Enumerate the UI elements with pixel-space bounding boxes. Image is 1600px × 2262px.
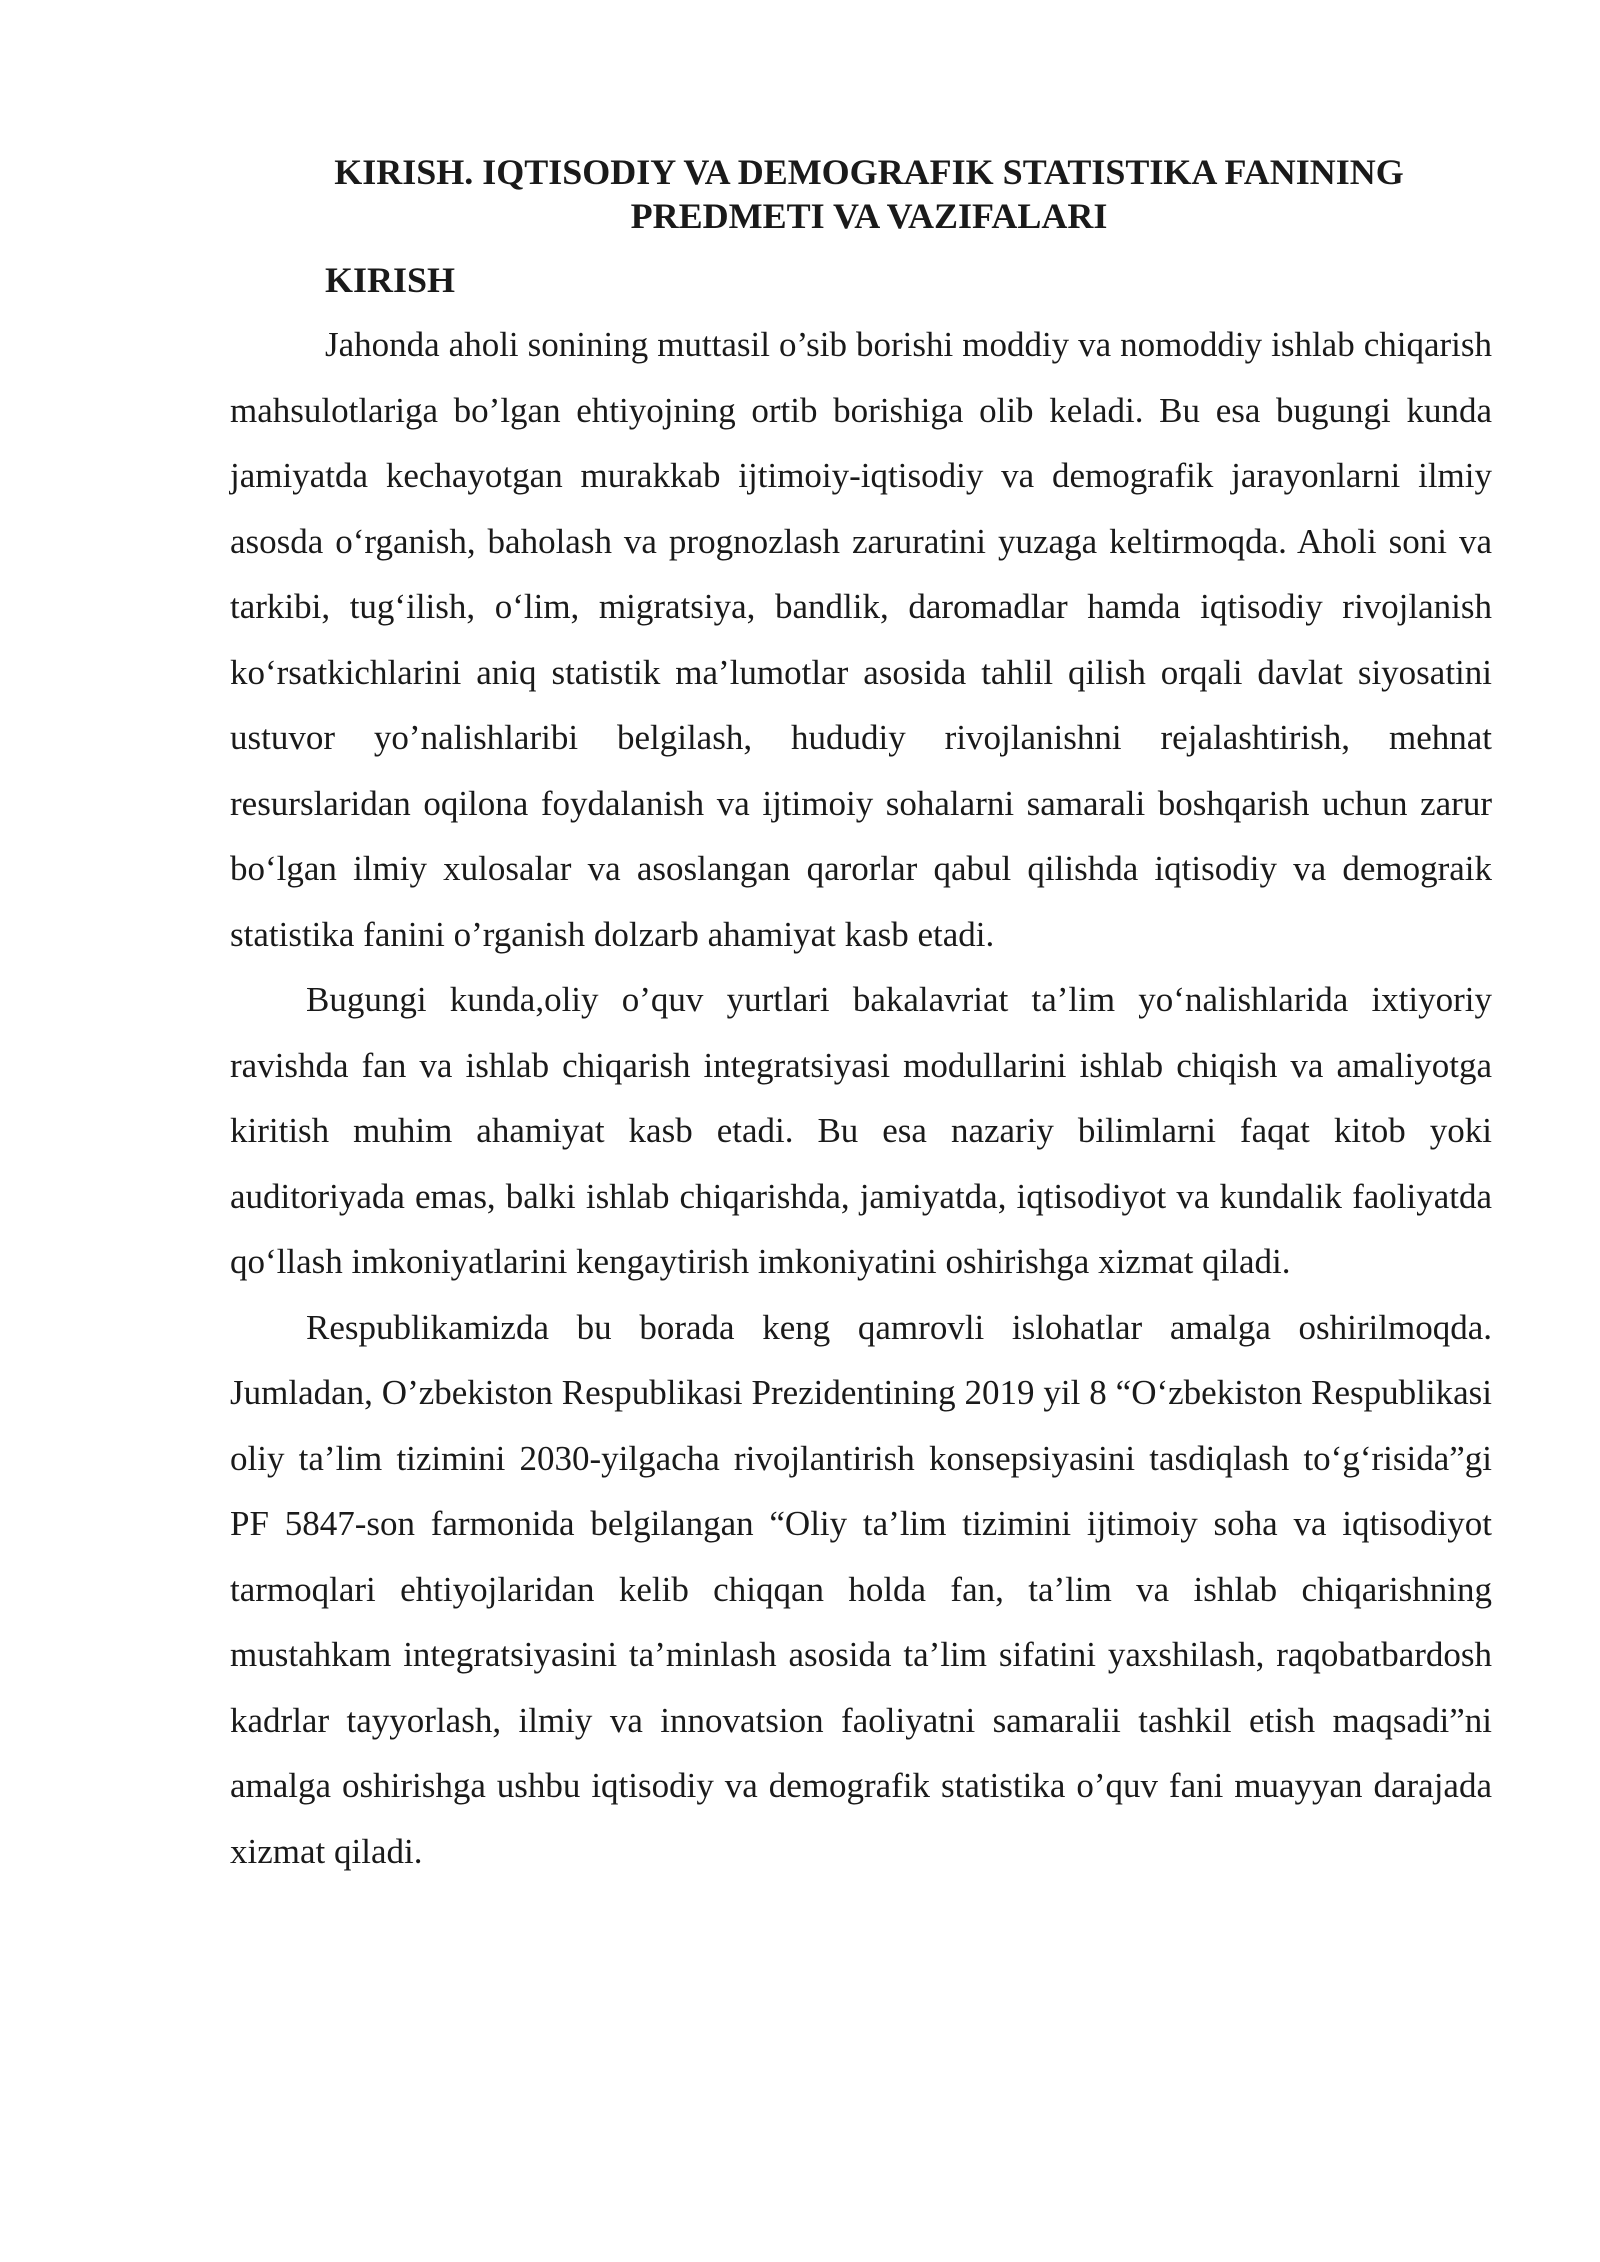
paragraph-3: Respublikamizda bu borada keng qamrovli islohatlar amalga oshirilmoqda. Jumladan, O’zbekiston Respublikasi Prezidentining 2019 yil 8 “O‘zbekiston Respublikasi oliy ta’lim tizimini 2030-yilgacha rivojlantirish konsepsiyasini tasdiqlash to‘g‘risida”gi PF 5847-son farmonida belgilangan “Oliy ta’lim tizimini ijtimoiy soha va iqtisodiyot tarmoqlari ehtiyojlaridan kelib chiqqan holda fan, ta’lim va ishlab chiqarishning mustahkam integratsiyasini ta’minlash asosida ta’lim sifatini yaxshilash, raqobatbardosh kadrlar tayyorlash, ilmiy va innovatsion faoliyatni samaralii tashkil etish maqsadi”ni amalga oshirishga ushbu iqtisodiy va demografik statistika o’quv fani muayyan darajada xizmat qiladi. bbox=[230, 1307, 1492, 1871]
page-content bbox=[230, 150, 1492, 1884]
section-heading: KIRISH bbox=[325, 260, 456, 300]
paragraph-2: Bugungi kunda,oliy o’quv yurtlari bakalavriat ta’lim yo‘nalishlarida ixtiyoriy ravishda fan va ishlab chiqarish integratsiyasi modullarini ishlab chiqish va amaliyotga kiritish muhim ahamiyat kasb etadi. Bu esa nazariy bilimlarni faqat kitob yoki auditoriyada emas, balki ishlab chiqarishda, jamiyatda, iqtisodiyot va kundalik faoliyatda qo‘llash imkoniyatlarini kengaytirish imkoniyatini oshirishga xizmat qiladi. bbox=[230, 980, 1492, 1281]
title-line-1: KIRISH. IQTISODIY VA DEMOGRAFIK STATISTIKA FANINING bbox=[334, 152, 1404, 192]
paragraph-1: Jahonda aholi sonining muttasil o’sib borishi moddiy va nomoddiy ishlab chiqarish mahsulotlariga bo’lgan ehtiyojning ortib borishiga olib keladi. Bu esa bugungi kunda jamiyatda kechayotgan murakkab ijtimoiy-iqtisodiy va demografik jarayonlarni ilmiy asosda o‘rganish, baholash va prognozlash zaruratini yuzaga keltirmoqda. Aholi soni va tarkibi, tug‘ilish, o‘lim, migratsiya, bandlik, daromadlar hamda iqtisodiy rivojlanish ko‘rsatkichlarini aniq statistik ma’lumotlar asosida tahlil qilish orqali davlat siyosatini ustuvor yo’nalishlaribi belgilash, hududiy rivojlanishni rejalashtirish, mehnat resurslaridan oqilona foydalanish va ijtimoiy sohalarni samarali boshqarish uchun zarur bo‘lgan ilmiy xulosalar va asoslangan qarorlar qabul qilishda iqtisodiy va demograik statistika fanini o’rganish dolzarb ahamiyat kasb etadi. bbox=[230, 325, 1492, 954]
title-line-2: PREDMETI VA VAZIFALARI bbox=[630, 196, 1108, 236]
page-title bbox=[238, 150, 1500, 238]
